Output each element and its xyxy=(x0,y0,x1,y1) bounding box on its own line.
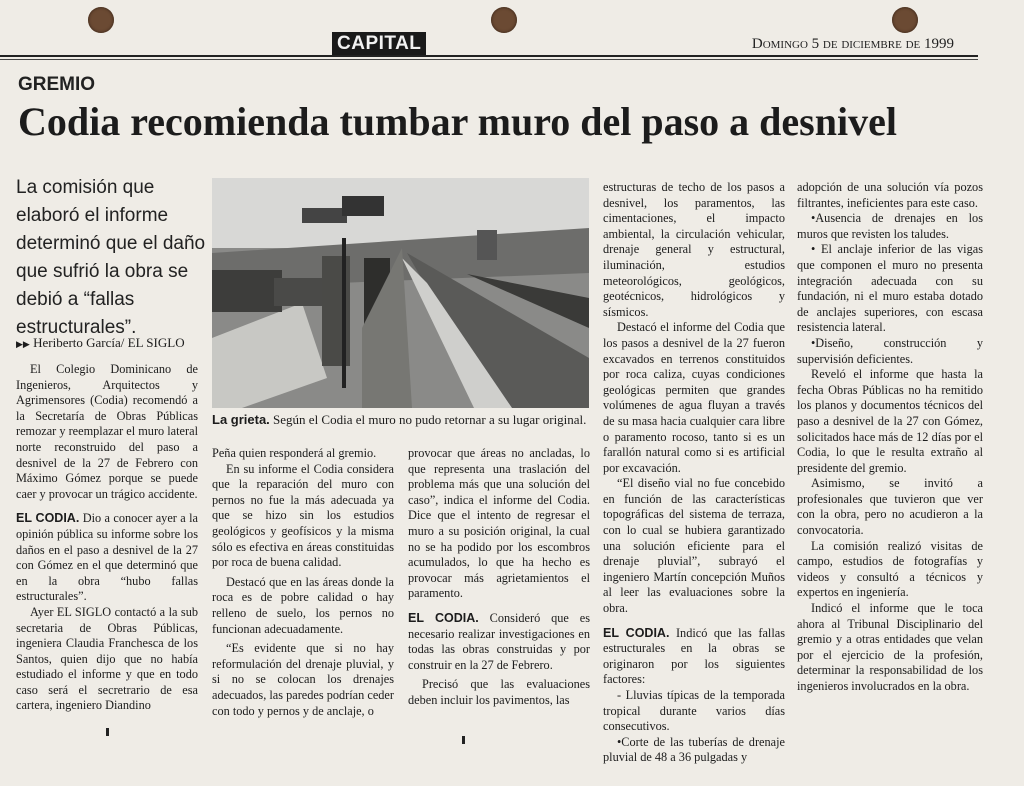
paragraph: Peña quien responderá al gremio. xyxy=(212,446,377,460)
paragraph-text: Dio a conocer ayer a la opinión pública su informe sobre los daños en el paso a desnivel de la 27 con Gómez en el que determinó que en la obra “hubo fallas estructurales”. xyxy=(16,511,198,604)
paragraph: Ayer EL SIGLO contactó a la sub secretaria de Obras Públicas, ingeniera Claudia Franchesca de los Santos, quien dijo que no había estudiado el informe y que en todo caso será el secretrario de esa cartera, ingeniero Diandino xyxy=(16,604,198,713)
punch-hole xyxy=(491,7,517,33)
list-item: • El anclaje inferior de las vigas que componen el muro no presenta integración adecuada con su fundación, ni el muro estaba dotado de anclajes superiores, con escasa resistencia lateral. xyxy=(797,242,983,335)
caption-text: Según el Codia el muro no pudo retornar a su lugar original. xyxy=(273,412,587,427)
paragraph: Reveló el informe que hasta la fecha Obras Públicas no ha remitido los planos y documentos técnicos del paso a desnivel de la 27 con Gómez, solicitados hace más de 12 días por el Codia, lo que le resulta extraño al presidente del gremio. xyxy=(797,367,983,475)
paragraph: El Colegio Dominicano de Ingenieros, Arquitectos y Agrimensores (Codia) recomendó a la Secretaría de Obras Públicas remozar y reemplazar el muro lateral norte reconstruido del paso a desnivel de la 27 de Febrero con Máximo Gómez porque se puede caer y provocar un trágico accidente. xyxy=(16,362,198,501)
photo-image xyxy=(212,178,589,408)
paragraph: estructuras de techo de los pasos a desnivel, los paramentos, las cimentaciones, el impacto ambiental, la circulación vehicular, drenaje general y estructural, iluminación, estudios meteorológicos, geológicos, geotécnicos, hidrológicos y sísmicos. xyxy=(603,180,785,319)
print-mark xyxy=(106,728,109,736)
article-column-3 xyxy=(408,446,590,709)
byline-marker-icon: ▶▶ xyxy=(16,339,30,349)
punch-hole xyxy=(892,7,918,33)
article-photo xyxy=(212,178,589,408)
article-deck: La comisión que elaboró el informe determinó que el daño que sufrió la obra se debió a “fallas estructurales”. xyxy=(16,177,206,338)
paragraph: adopción de una solución vía pozos filtrantes, ineficientes para este caso. xyxy=(797,180,983,210)
paragraph xyxy=(16,511,198,605)
paragraph: Indicó el informe que le toca ahora al Tribunal Disciplinario del gremio y a otras entidades que velan por el ejercicio de la profesión, determinar la responsabilidad de los ingenieros involucrados en la obra. xyxy=(797,601,983,693)
dateline: Domingo 5 de diciembre de 1999 xyxy=(751,36,954,52)
article-column-5 xyxy=(797,180,983,695)
list-item: - Lluvias típicas de la temporada tropical durante varios días consecutivos. xyxy=(603,688,785,734)
paragraph: En su informe el Codia considera que la reparación del muro con pernos no fue la más adecuada ya que se hizo sin los estudios geológicos y geofísicos y la misma sólo es efectiva en áreas constituidas por roca de buena calidad. xyxy=(212,461,394,570)
article-column-2 xyxy=(212,446,394,719)
list-item: •Corte de las tuberías de drenaje pluvial de 48 a 36 pulgadas y xyxy=(603,734,785,765)
subhead: EL CODIA. xyxy=(16,511,80,526)
section-label: CAPITAL xyxy=(332,32,426,56)
photo-caption xyxy=(212,412,589,428)
paragraph: La comisión realizó visitas de campo, estudios de fotografías y videos y consultó a técnicos y expertos en ingeniería. xyxy=(797,538,983,600)
rule-divider xyxy=(0,59,978,60)
article-column-1 xyxy=(16,362,198,714)
paragraph: Precisó que las evaluaciones deben incluir los pavimentos, las xyxy=(408,677,590,707)
punch-hole xyxy=(88,7,114,33)
paragraph: Asimismo, se invitó a profesionales que tuvieron que ver con la obra, pero no acudieron a la convocatoria. xyxy=(797,476,983,538)
list-item: •Ausencia de drenajes en los muros que revisten los taludes. xyxy=(797,211,983,241)
paragraph: “El diseño vial no fue concebido en función de las características topográficas del sistema de terraza, con lo cual se hubiera garantizado una solución eficiente para el drenaje pluvial”, subrayó el ingeniero Martín concepción Muños al leer las evaluaciones sobre la obra. xyxy=(603,476,785,616)
rule-divider xyxy=(0,55,978,57)
print-mark xyxy=(462,736,465,744)
list-item: •Diseño, construcción y supervisión deficientes. xyxy=(797,335,983,366)
article-column-4 xyxy=(603,180,785,766)
article-headline: Codia recomienda tumbar muro del paso a desnivel xyxy=(18,99,897,144)
subhead: EL CODIA. xyxy=(603,625,670,640)
caption-lead: La grieta. xyxy=(212,412,270,427)
byline-text: Heriberto García/ EL SIGLO xyxy=(33,335,185,350)
paragraph: Destacó que en las áreas donde la roca es de pobre calidad o hay relleno de suelo, los pernos no funcionan adecuadamente. xyxy=(212,574,394,636)
byline xyxy=(16,335,185,351)
paragraph: “Es evidente que si no hay reformulación del drenaje pluvial, y si no se colocan los drenajes adecuados, las paredes podrían ceder con todo y pernos y de anclaje, o xyxy=(212,641,394,718)
subhead: EL CODIA. xyxy=(408,610,479,625)
paragraph xyxy=(603,626,785,688)
paragraph: provocar que áreas no ancladas, lo que representa una traslación del problema más que una solución del caso”, indica el informe del Codia. Dice que el intento de regresar el muro a su posición original, la cual no se ha podido por los escombros acumulados, lo que ha hecho es provocar más agrietamientos el paramento. xyxy=(408,446,590,601)
paragraph-text: Indicó que las fallas estructurales en la obras se originaron por los siguientes factores: xyxy=(603,625,785,687)
paragraph xyxy=(408,611,590,673)
paragraph-text: Consideró que es necesario realizar investigaciones en todas las obras construidas y por construir en la 27 de Febrero. xyxy=(408,610,590,672)
article-kicker: GREMIO xyxy=(18,74,96,95)
paragraph: Destacó el informe del Codia que los pasos a desnivel de la 27 fueron excavados en terrenos constituidos por roca caliza, cuyas condiciones geológicas permiten que grandes volúmenes de agua fluyan a través de su masa hacia cualquier cara libre o paramento rocoso, tanto si es un farallón natural como si es artificial por excavación. xyxy=(603,320,785,475)
